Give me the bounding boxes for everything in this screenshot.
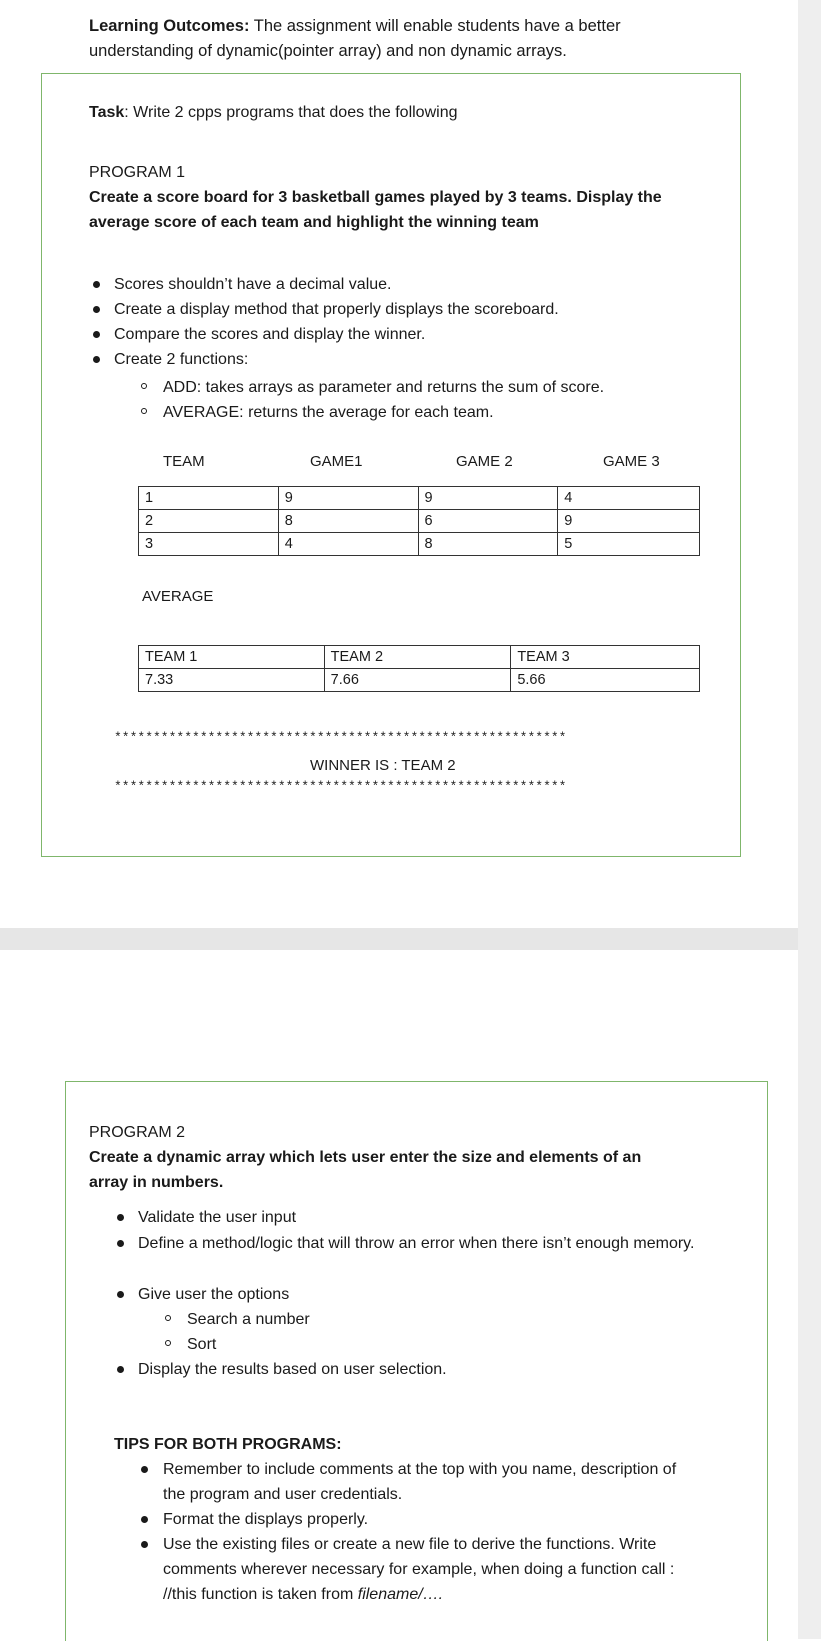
program1-bullet-3: Compare the scores and display the winner. [114, 326, 426, 343]
task-text: : Write 2 cpps programs that does the following [124, 104, 458, 121]
table-cell: 4 [278, 533, 418, 556]
table-cell: 8 [418, 533, 558, 556]
program1-sub-bullet-1: ADD: takes arrays as parameter and returns the sum of score. [163, 379, 605, 396]
program1-bullet-4: Create 2 functions: [114, 351, 249, 368]
table-cell: 9 [418, 487, 558, 510]
program2-heading: PROGRAM 2 [89, 1124, 186, 1141]
tip-3-text: Use the existing files or create a new file to derive the functions. Write comments wherever necessary for example, when doing a function call : //this function is taken from [163, 1536, 675, 1603]
sub-bullet-icon [141, 408, 147, 414]
table-cell: 7.66 [324, 669, 511, 692]
score-header-team: TEAM [163, 453, 205, 470]
stars-top: ********************************************************** [114, 730, 567, 745]
bullet-icon [141, 1516, 148, 1523]
bullet-icon [117, 1291, 124, 1298]
table-row [139, 646, 700, 669]
table-cell: 2 [139, 510, 279, 533]
program2-bullet-3: Give user the options [138, 1286, 290, 1303]
table-row [139, 533, 700, 556]
task-label: Task [89, 104, 125, 121]
program2-bullet-1: Validate the user input [138, 1209, 297, 1226]
table-cell: 3 [139, 533, 279, 556]
sub-bullet-icon [141, 383, 147, 389]
program1-sub-bullet-2: AVERAGE: returns the average for each team. [163, 404, 494, 421]
table-row [139, 669, 700, 692]
bullet-icon [93, 331, 100, 338]
score-table [138, 486, 700, 556]
tip-2: Format the displays properly. [163, 1511, 369, 1528]
average-table [138, 645, 700, 692]
page-separator [0, 928, 798, 950]
sub-bullet-icon [165, 1340, 171, 1346]
table-cell: 9 [278, 487, 418, 510]
score-header-game2: GAME 2 [456, 453, 513, 470]
table-row [139, 510, 700, 533]
table-cell: 1 [139, 487, 279, 510]
program1-bullet-2: Create a display method that properly displays the scoreboard. [114, 301, 559, 318]
tip-1: Remember to include comments at the top with you name, description of the program and user credentials. [163, 1461, 677, 1503]
table-cell: TEAM 3 [511, 646, 700, 669]
stars-bottom: ********************************************************** [114, 779, 567, 794]
learning-outcomes-text: The assignment will enable students have a better understanding of dynamic(pointer array) and non dynamic arrays. [89, 17, 621, 60]
sub-bullet-icon [165, 1315, 171, 1321]
winner-text: WINNER IS : TEAM 2 [310, 757, 456, 774]
bullet-icon [93, 356, 100, 363]
bullet-icon [117, 1214, 124, 1221]
table-row [139, 487, 700, 510]
program2-sub-bullet-2: Sort [187, 1336, 217, 1353]
table-cell: 4 [558, 487, 700, 510]
table-cell: 5.66 [511, 669, 700, 692]
bullet-icon [93, 306, 100, 313]
program2-bullet-2: Define a method/logic that will throw an error when there isn’t enough memory. [138, 1235, 695, 1252]
right-gutter [798, 0, 821, 1639]
table-cell: TEAM 1 [139, 646, 325, 669]
score-header-game3: GAME 3 [603, 453, 660, 470]
bullet-icon [141, 1466, 148, 1473]
learning-outcomes-label: Learning Outcomes: [89, 17, 250, 35]
table-cell: 5 [558, 533, 700, 556]
tip-3 [163, 1532, 698, 1607]
bullet-icon [93, 281, 100, 288]
program1-title: Create a score board for 3 basketball games played by 3 teams. Display the average score of each team and highlight the winning team [89, 189, 662, 231]
average-label: AVERAGE [142, 588, 214, 605]
program1-heading: PROGRAM 1 [89, 164, 186, 181]
program2-bullet-4: Display the results based on user selection. [138, 1361, 447, 1378]
table-cell: 6 [418, 510, 558, 533]
task-line [89, 100, 457, 125]
table-cell: 9 [558, 510, 700, 533]
bullet-icon [141, 1541, 148, 1548]
table-cell: 7.33 [139, 669, 325, 692]
bullet-icon [117, 1240, 124, 1247]
table-cell: TEAM 2 [324, 646, 511, 669]
program1-bullet-1: Scores shouldn’t have a decimal value. [114, 276, 392, 293]
tips-heading: TIPS FOR BOTH PROGRAMS: [114, 1436, 342, 1453]
learning-outcomes [89, 14, 709, 64]
bullet-icon [117, 1366, 124, 1373]
table-cell: 8 [278, 510, 418, 533]
tip-3-filename: filename/…. [357, 1586, 444, 1603]
program2-title: Create a dynamic array which lets user enter the size and elements of an array in numbers. [89, 1149, 642, 1191]
program2-sub-bullet-1: Search a number [187, 1311, 310, 1328]
score-header-game1: GAME1 [310, 453, 363, 470]
